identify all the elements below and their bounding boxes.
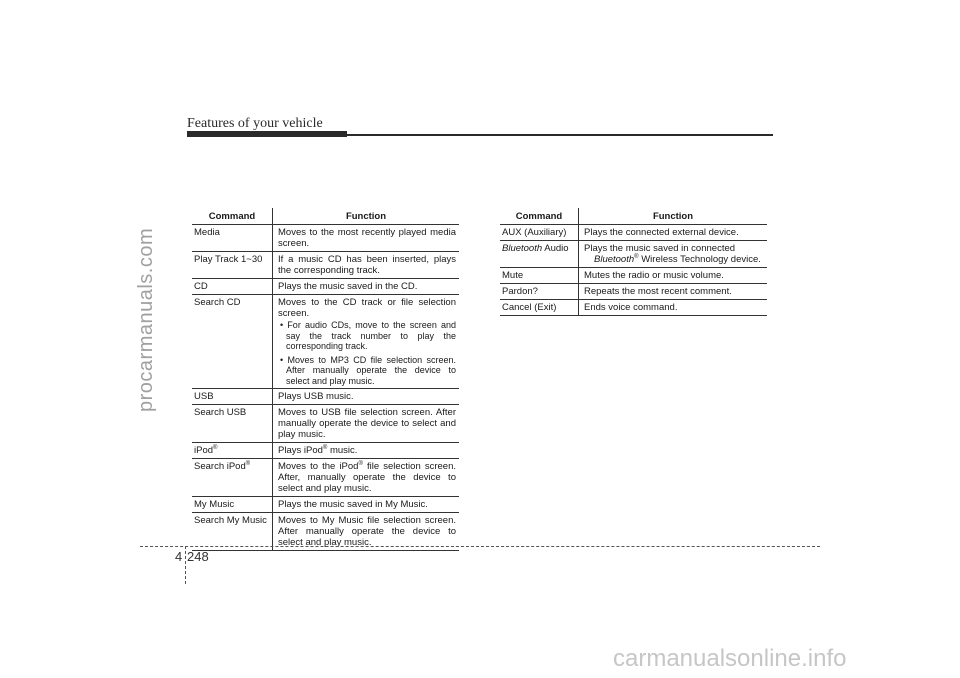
watermark-bottom: carmanualsonline.info	[613, 645, 847, 672]
command-text: Audio	[542, 243, 569, 254]
function-text-line2	[584, 254, 764, 265]
function-text-italic: Bluetooth	[594, 254, 635, 265]
chapter-number: 4	[175, 549, 183, 564]
function-cell	[273, 443, 460, 459]
page-header-title: Features of your vehicle	[187, 116, 323, 131]
function-text: file selection screen. After, manually operate the device to select and play music.	[278, 461, 456, 494]
command-cell: Cancel (Exit)	[500, 300, 579, 316]
table-row	[500, 268, 767, 284]
footer-dashed-divider	[185, 546, 186, 584]
command-text-italic: Bluetooth	[502, 243, 543, 254]
table-row	[192, 497, 459, 513]
function-cell: Moves to USB file selection screen. After manually operate the device to select and play music.	[273, 405, 460, 443]
function-text: Wireless Technology device.	[638, 254, 761, 265]
function-cell: Ends voice command.	[579, 300, 768, 316]
command-text: Search iPod	[194, 461, 246, 472]
header-rule-thick	[187, 131, 347, 137]
table-row	[500, 300, 767, 316]
function-cell: Plays the connected external device.	[579, 225, 768, 241]
command-text: iPod	[194, 445, 214, 456]
table-row	[192, 295, 459, 389]
function-cell: If a music CD has been inserted, plays the corresponding track.	[273, 252, 460, 279]
function-cell: Plays the music saved in My Music.	[273, 497, 460, 513]
command-cell	[192, 459, 273, 497]
table-header-row	[500, 208, 767, 225]
registered-mark: ®	[322, 444, 328, 451]
table-row	[192, 389, 459, 405]
command-cell: My Music	[192, 497, 273, 513]
column-header-function: Function	[579, 208, 768, 225]
function-cell	[273, 295, 460, 389]
function-cell	[579, 241, 768, 268]
bullet-item: • For audio CDs, move to the screen and say the track number to play the corresponding track.	[280, 320, 456, 351]
bullet-item: • Moves to MP3 CD file selection screen. After manually operate the device to select and play music.	[280, 354, 456, 386]
table-row	[500, 284, 767, 300]
table-row	[192, 405, 459, 443]
function-cell: Plays the music saved in the CD.	[273, 279, 460, 295]
watermark-side: procarmanuals.com	[135, 227, 157, 412]
table-row	[192, 252, 459, 279]
table-row	[192, 279, 459, 295]
function-cell: Repeats the most recent comment.	[579, 284, 768, 300]
registered-mark: ®	[358, 460, 363, 467]
table-row	[500, 241, 767, 268]
command-cell	[192, 443, 273, 459]
function-cell: Moves to My Music file selection screen. After manually operate the device to select and play music.	[273, 513, 460, 551]
table-row	[192, 443, 459, 459]
function-cell: Plays USB music.	[273, 389, 460, 405]
command-cell: AUX (Auxiliary)	[500, 225, 579, 241]
column-header-command: Command	[500, 208, 579, 225]
function-text: Plays the music saved in connected	[584, 243, 736, 254]
column-header-function: Function	[273, 208, 460, 225]
column-header-command: Command	[192, 208, 273, 225]
voice-command-table-left	[192, 208, 459, 551]
command-cell: Search USB	[192, 405, 273, 443]
command-cell: Pardon?	[500, 284, 579, 300]
table-row	[500, 225, 767, 241]
table-header-row	[192, 208, 459, 225]
command-cell: USB	[192, 389, 273, 405]
registered-mark: ®	[634, 253, 639, 260]
command-cell	[500, 241, 579, 268]
registered-mark: ®	[213, 444, 218, 451]
function-cell: Moves to the most recently played media screen.	[273, 225, 460, 252]
command-cell: Play Track 1~30	[192, 252, 273, 279]
function-cell	[273, 459, 460, 497]
command-cell: Search My Music	[192, 513, 273, 551]
command-cell: Search CD	[192, 295, 273, 389]
header-rule-thin	[347, 134, 773, 136]
function-text: music.	[327, 445, 358, 456]
voice-command-table-right	[500, 208, 767, 316]
table-row	[192, 225, 459, 252]
page-number: 248	[187, 549, 209, 564]
command-cell: Media	[192, 225, 273, 252]
footer-dashed-rule	[140, 546, 820, 547]
table-row	[192, 513, 459, 551]
function-text: Moves to the CD track or file selection screen.	[278, 297, 456, 319]
function-cell: Mutes the radio or music volume.	[579, 268, 768, 284]
function-text: Moves to the iPod	[278, 461, 359, 472]
table-row	[192, 459, 459, 497]
command-cell: Mute	[500, 268, 579, 284]
registered-mark: ®	[245, 460, 251, 467]
command-cell: CD	[192, 279, 273, 295]
function-text: Plays iPod	[278, 445, 323, 456]
